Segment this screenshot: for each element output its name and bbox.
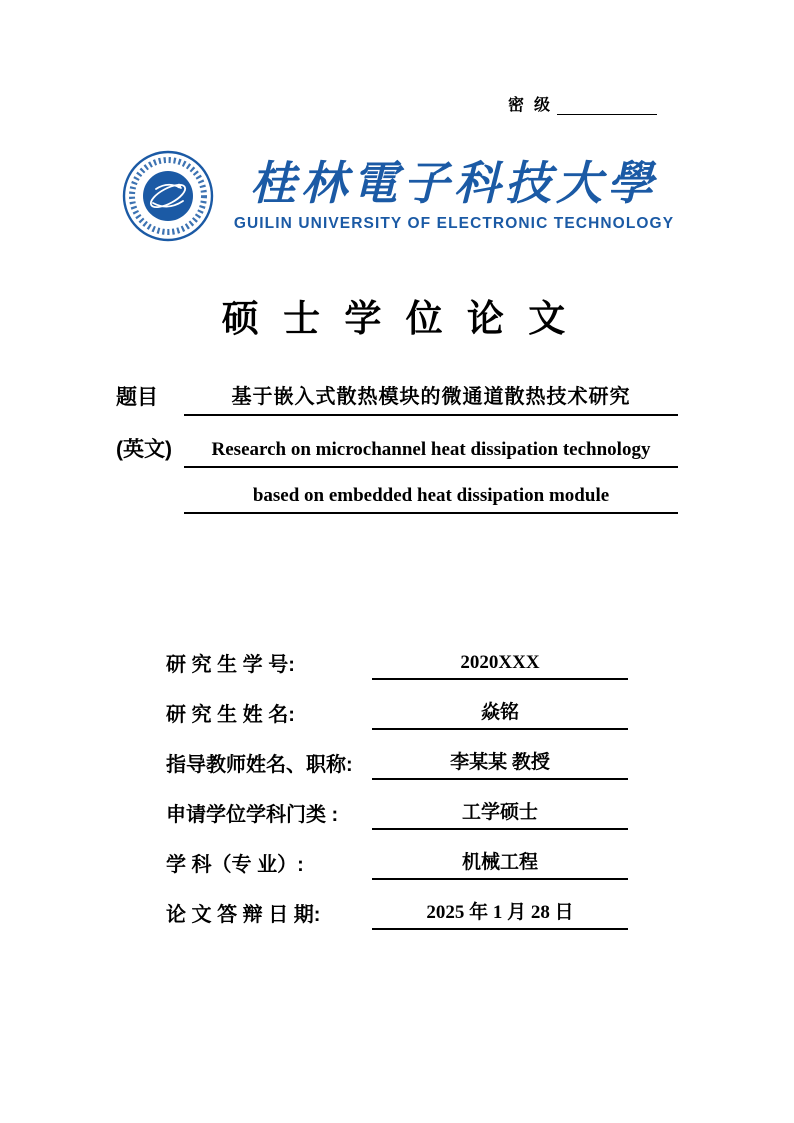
thesis-title-cn-row bbox=[116, 380, 678, 416]
university-name-en: GUILIN UNIVERSITY OF ELECTRONIC TECHNOLOGY bbox=[233, 215, 675, 233]
form-row-student-name bbox=[166, 680, 628, 730]
form-row-student-id bbox=[166, 630, 628, 680]
thesis-info-form bbox=[166, 630, 628, 930]
major-label: 学 科（专 业）: bbox=[166, 854, 304, 876]
form-row-advisor bbox=[166, 730, 628, 780]
thesis-type-title: 硕 士 学 位 论 文 bbox=[221, 298, 573, 339]
defense-date-value: 2025 年 1 月 28 日 bbox=[372, 897, 628, 930]
university-name-cn: 桂林電子科技大學 bbox=[250, 157, 658, 209]
student-id-value: 2020XXX bbox=[372, 652, 628, 680]
title-label: 题目 bbox=[116, 386, 158, 409]
classification-blank-line bbox=[557, 96, 657, 115]
advisor-label: 指导教师姓名、职称: bbox=[166, 754, 353, 776]
degree-category-label: 申请学位学科门类 : bbox=[166, 804, 339, 826]
university-names bbox=[230, 159, 678, 234]
thesis-title-en-row-2 bbox=[116, 485, 678, 514]
english-label: (英文) bbox=[116, 438, 172, 461]
student-name-value: 焱铭 bbox=[372, 697, 628, 730]
classification-label: 密 级 bbox=[508, 97, 554, 114]
thesis-title-en-line2: based on embedded heat dissipation module bbox=[184, 485, 678, 514]
thesis-title-section bbox=[116, 380, 678, 514]
classification-field bbox=[508, 92, 657, 115]
form-row-degree-category bbox=[166, 780, 628, 830]
defense-date-label: 论 文 答 辩 日 期: bbox=[166, 904, 321, 926]
major-value: 机械工程 bbox=[372, 847, 628, 880]
degree-category-value: 工学硕士 bbox=[372, 797, 628, 830]
form-row-major bbox=[166, 830, 628, 880]
university-seal-icon bbox=[122, 150, 214, 242]
student-id-label: 研 究 生 学 号: bbox=[166, 654, 295, 676]
thesis-title-en-line1: Research on microchannel heat dissipation technology bbox=[184, 439, 678, 468]
form-row-defense-date bbox=[166, 880, 628, 930]
thesis-title-en-row-1 bbox=[116, 433, 678, 468]
advisor-value: 李某某 教授 bbox=[372, 747, 628, 780]
student-name-label: 研 究 生 姓 名: bbox=[166, 704, 295, 726]
university-brand bbox=[122, 150, 678, 242]
thesis-title-cn: 基于嵌入式散热模块的微通道散热技术研究 bbox=[184, 380, 678, 416]
